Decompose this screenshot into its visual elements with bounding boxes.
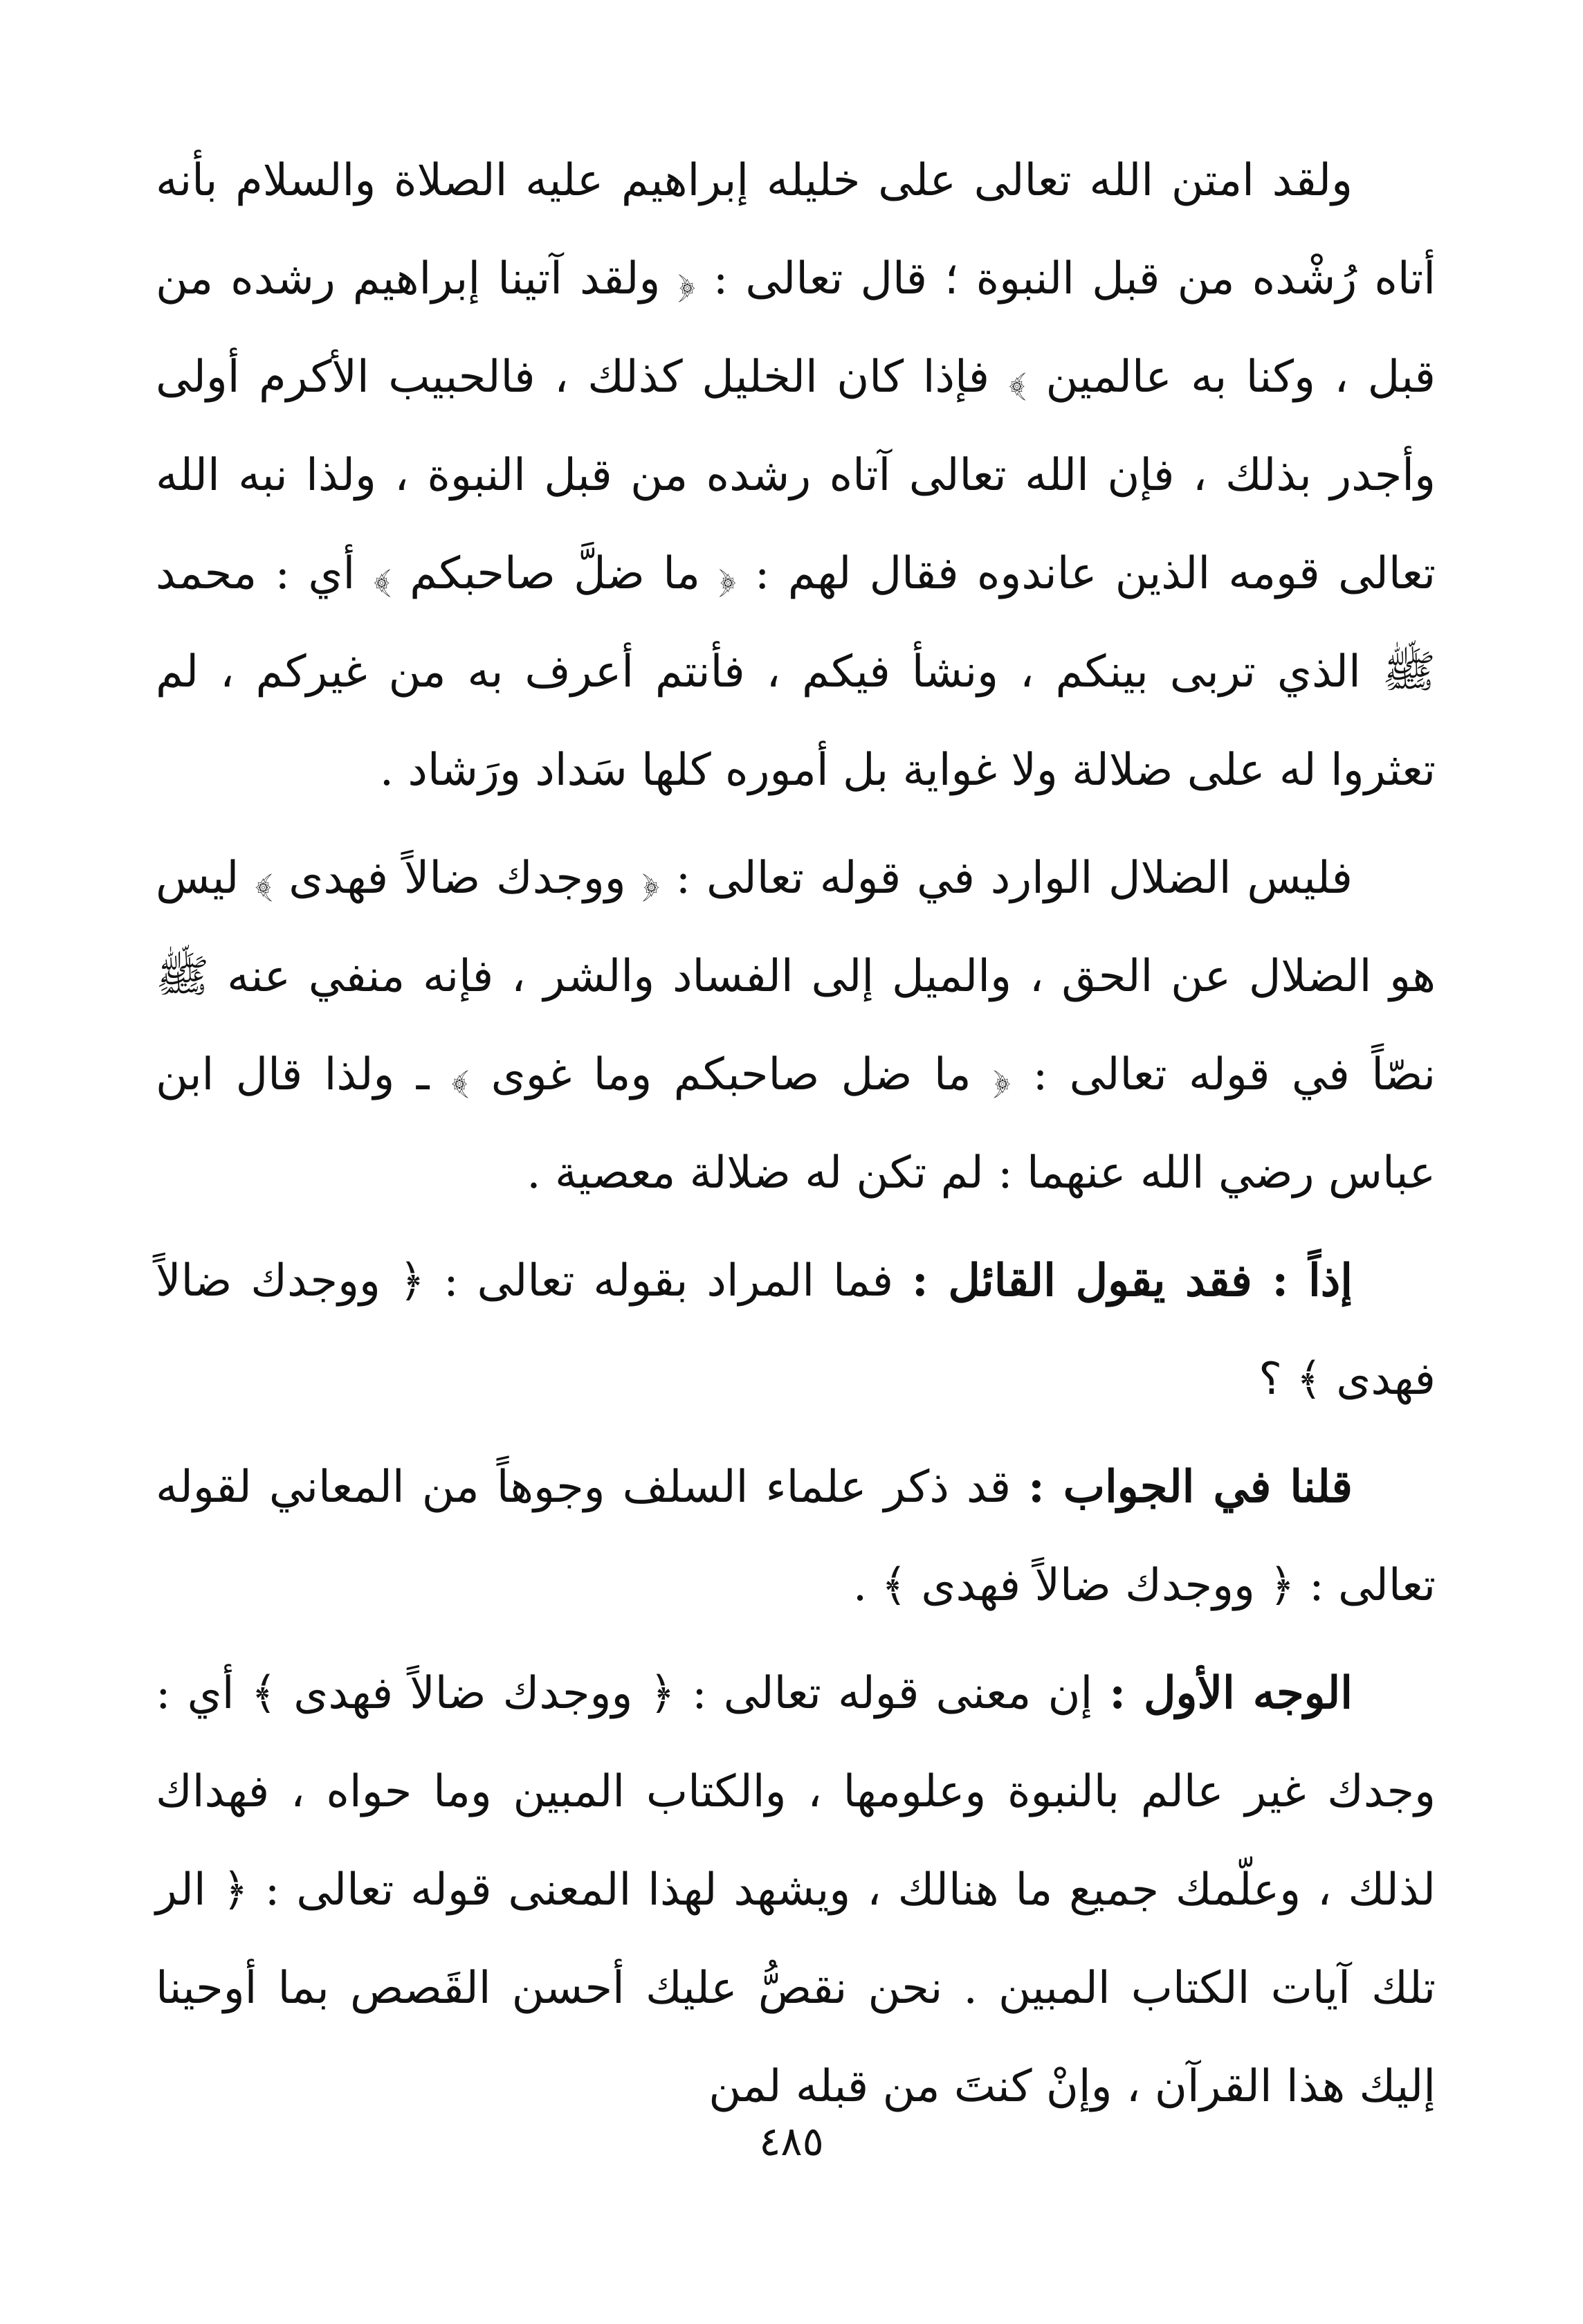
paragraph-2-text: فليس الضلال الوارد في قوله تعالى : ﴿ ووجدك ضالاً فهدى ﴾ ليس هو الضلال عن الحق ، والميل إلى الفساد والشر ، فإنه منفي عنه ﷺ نصّاً في قوله تعالى : ﴿ ما ضل صاحبكم وما غوى ﴾ ـ ولذا قال ابن عباس رضي الله عنهما : لم تكن له ضلالة معصية . [156,853,1436,1199]
paragraph-4-text: قد ذكر علماء السلف وجوهاً من المعاني لقوله تعالى : ﴿ ووجدك ضالاً فهدى ﴾ . [156,1462,1436,1611]
paragraph-5 [156,1644,1436,2136]
paragraph-1-text: ولقد امتن الله تعالى على خليله إبراهيم عليه الصلاة والسلام بأنه أتاه رُشْده من قبل النبوة ؛ قال تعالى : ﴿ ولقد آتينا إبراهيم رشده من قبل ، وكنا به عالمين ﴾ فإذا كان الخليل كذلك ، فالحبيب الأكرم أولى وأجدر بذلك ، فإن الله تعالى آتاه رشده من قبل النبوة ، ولذا نبه الله تعالى قومه الذين عاندوه فقال لهم : ﴿ ما ضلَّ صاحبكم ﴾ أي : محمد ﷺ الذي تربى بينكم ، ونشأ فيكم ، فأنتم أعرف به من غيركم ، لم تعثروا له على ضلالة ولا غواية بل أموره كلها سَداد ورَشاد . [156,155,1436,796]
paragraph-3-lead: إذاً : فقد يقول القائل : [912,1255,1353,1307]
paragraph-3 [156,1232,1436,1428]
paragraph-2 [156,829,1436,1222]
paragraph-5-text: إن معنى قوله تعالى : ﴿ ووجدك ضالاً فهدى ﴾ أي : وجدك غير عالم بالنبوة وعلومها ، والكتاب المبين وما حواه ، فهداك لذلك ، وعلّمك جميع ما هنالك ، ويشهد لهذا المعنى قوله تعالى : ﴿ الر تلك آيات الكتاب المبين . نحن نقصُّ عليك أحسن القَصص بما أوحينا إليك هذا القرآن ، وإنْ كنتَ من قبله لمن [156,1668,1436,2112]
paragraph-5-lead: الوجه الأول : [1109,1667,1353,1719]
paragraph-4-lead: قلنا في الجواب : [1028,1461,1353,1513]
paragraph-4 [156,1438,1436,1635]
page-number: ٤٨٥ [759,2118,824,2165]
body-text [156,131,1436,2136]
paragraph-1 [156,131,1436,819]
paragraph-3-text: فما المراد بقوله تعالى : ﴿ ووجدك ضالاً فهدى ﴾ ؟ [156,1255,1436,1405]
